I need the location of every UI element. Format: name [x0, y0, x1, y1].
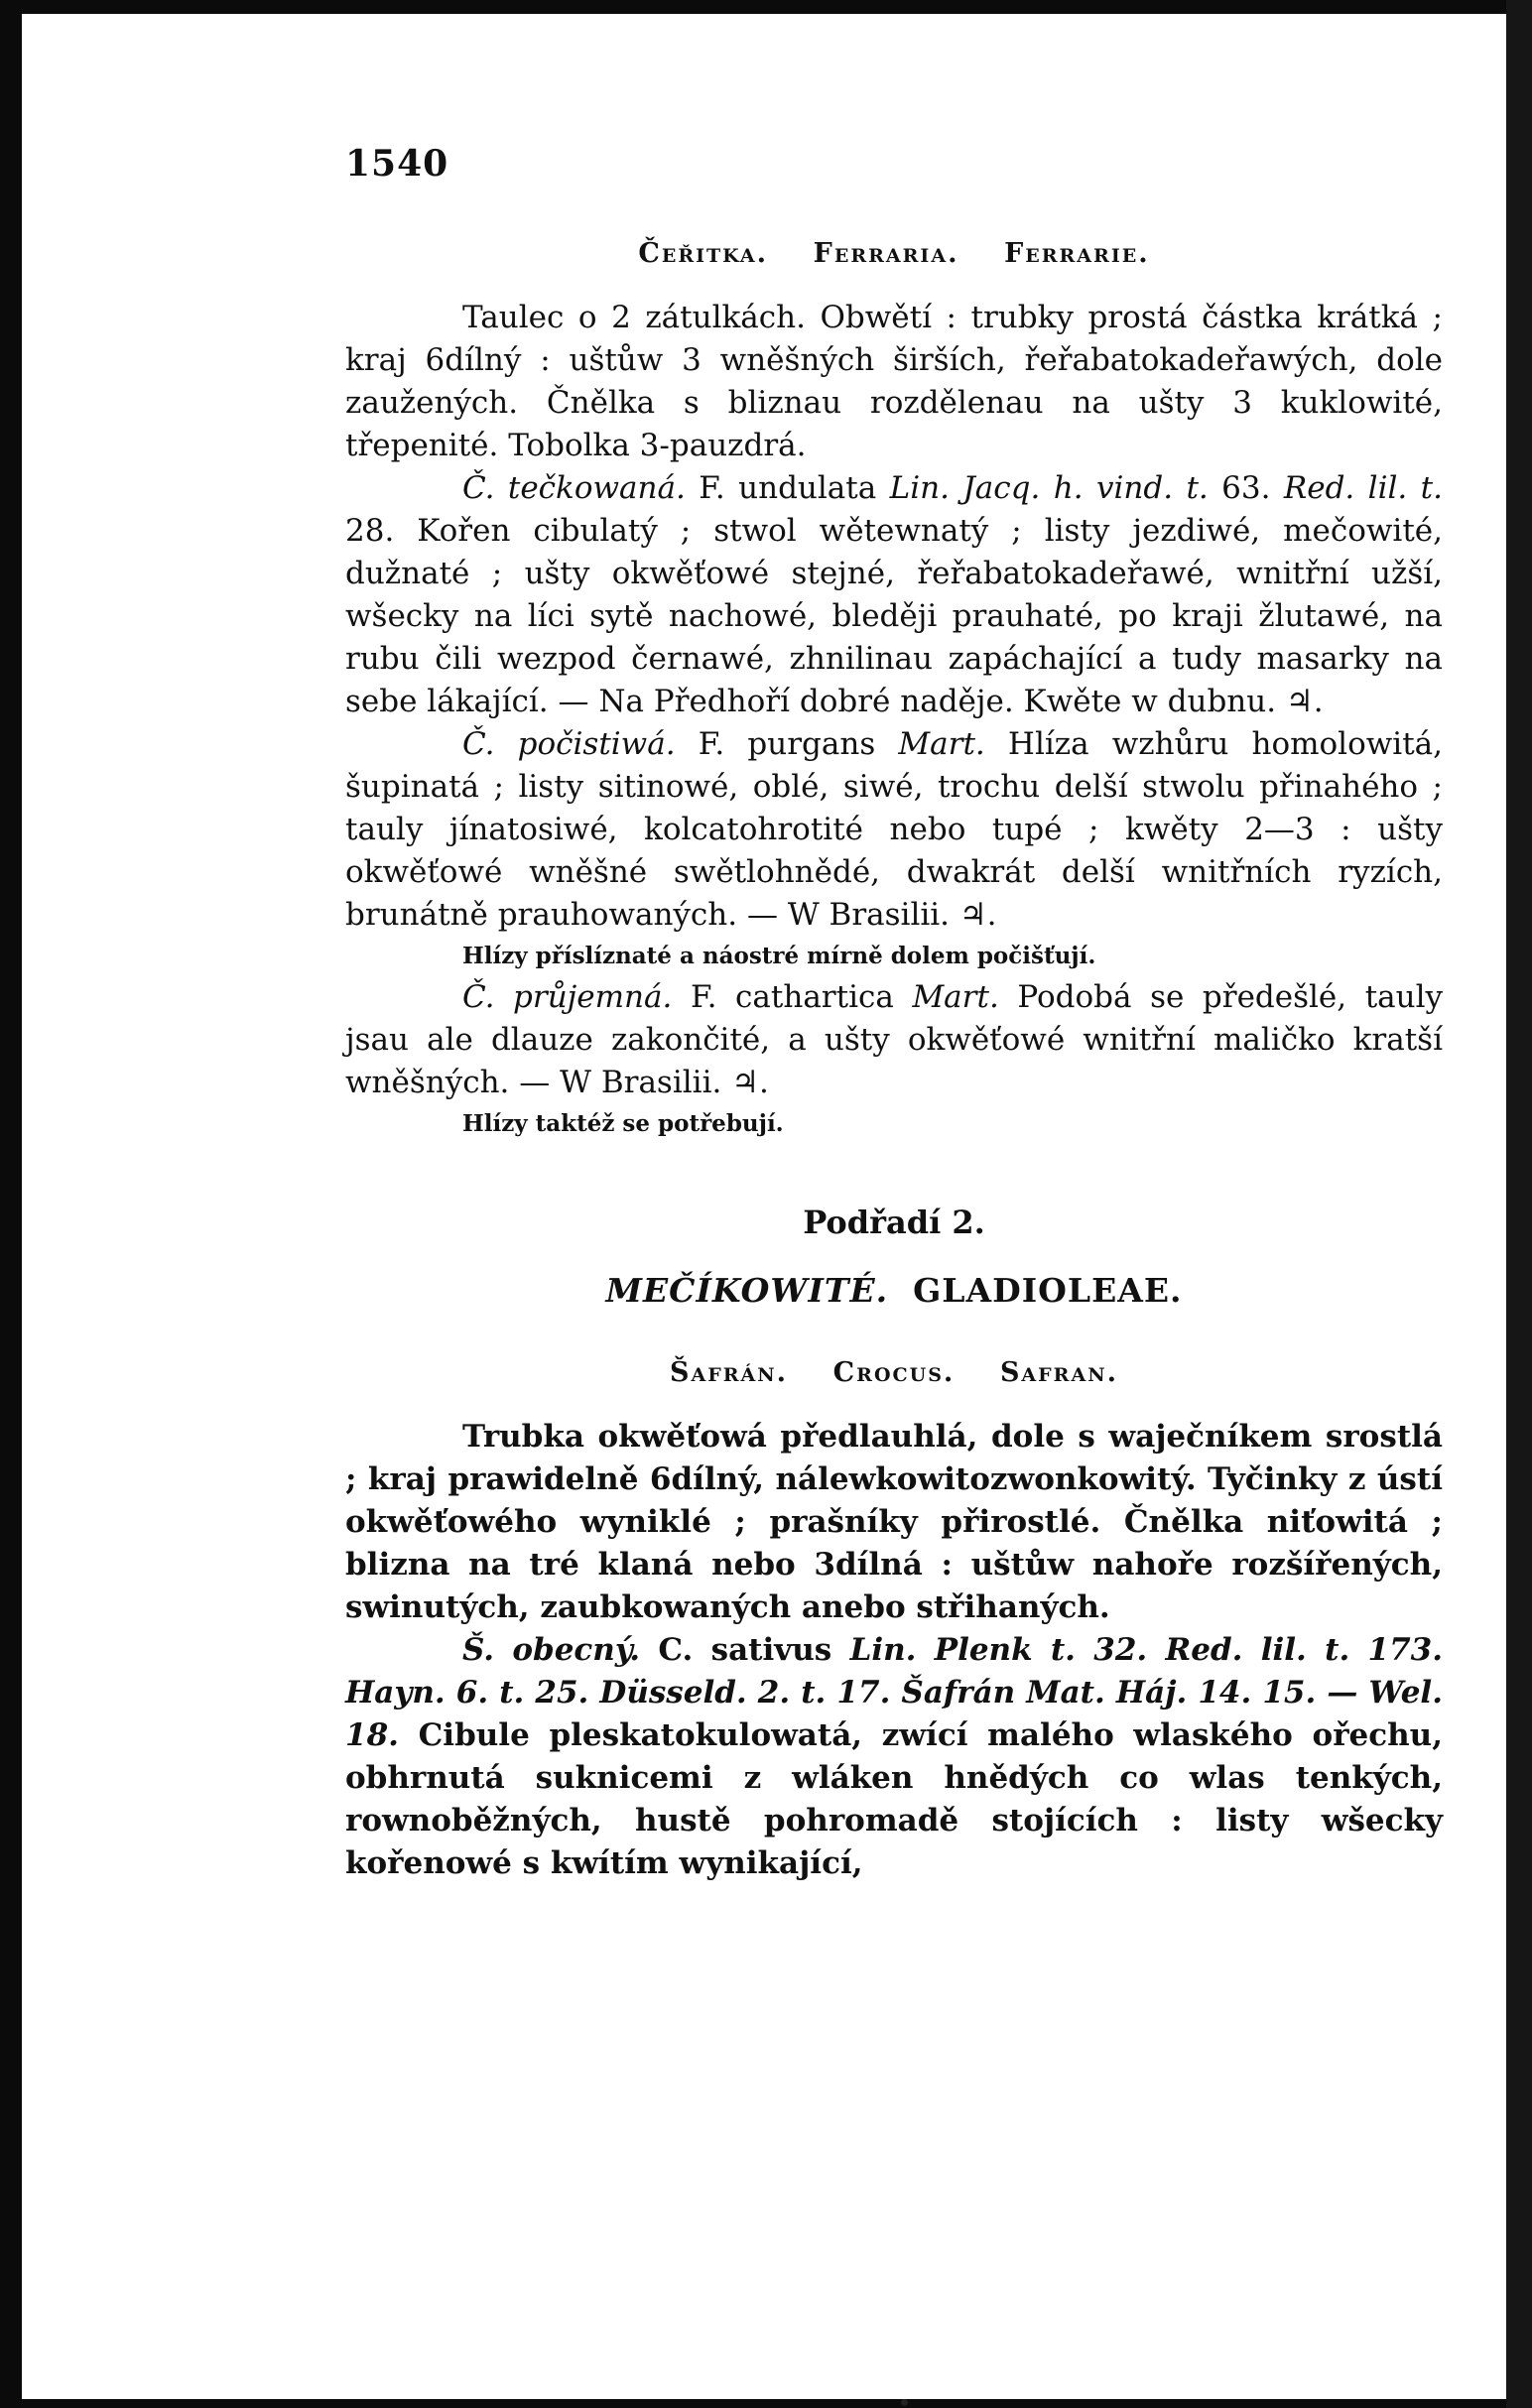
species-name-cz: Č. počistiwá.	[462, 726, 676, 762]
genus-description: Taulec o 2 zátulkách. Obwětí : trubky prostá částka krátká ; kraj 6dílný : uštůw 3 wněšných širších, řeřabatokadeřawých, dole zaužených. Čnělka s bliznau rozdělenau na ušty 3 kuklowité, třepenité. Tobolka 3-pauzdrá.	[345, 300, 1443, 463]
order-title	[345, 1271, 1443, 1310]
print-speck	[901, 2399, 908, 2406]
species-ref-2-number: 28.	[345, 513, 395, 549]
species-text: Podobá se předešlé, tauly jsau ale dlauze zakončité, a ušty okwěťowé wnitřní maličko kratší wněšných. — W Brasilii. ♃.	[345, 979, 1444, 1100]
species-name-lat: F. undulata	[699, 470, 877, 506]
species-note: Hlízy taktéž se potřebují.	[462, 1110, 784, 1137]
genus-name-de: Safran.	[999, 1357, 1118, 1388]
genus-name-lat: Ferraria.	[813, 238, 959, 269]
species-authority: Lin. Jacq. h. vind. t.	[889, 470, 1209, 506]
species-text: Cibule pleskatokulowatá, zwící malého wlaského ořechu, obhrnutá suknicemi z wláken hnědých co wlas tenkých, rownoběžných, hustě pohromadě stojících : listy wšecky kořenowé s kwítím wynikající,	[345, 1717, 1443, 1881]
species-authority: Mart.	[898, 726, 985, 762]
species-name-lat: C. sativus	[658, 1632, 832, 1668]
species-text: Kořen cibulatý ; stwol wětewnatý ; listy jezdiwé, mečowité, dužnaté ; ušty okwěťowé stejné, řeřabatokadeřawé, wnitřní užší, wšecky na líci sytě nachowé, bleději prauhaté, po kraji žlutawé, na rubu čili wezpod černawé, zhnilinau zapáchající a tudy masarky na sebe lákající. — Na Předhoří dobré naděje. Kwěte w dubnu. ♃.	[345, 513, 1444, 719]
order-label: Podřadí 2.	[803, 1204, 985, 1241]
page-number: 1540	[345, 143, 449, 185]
species-name-lat: F. purgans	[698, 726, 876, 762]
species-text: Hlíza wzhůru homolowitá, šupinatá ; listy sitinowé, oblé, siwé, trochu delší stwolu přinahého ; tauly jínatosiwé, kolcatohrotité nebo tupé ; kwěty 2—3 : ušty okwěťowé wněšné swětlohnědé, dwakrát delší wnitřních ryzích, brunátně prauhowaných. — W Brasilii. ♃.	[345, 726, 1443, 933]
genus-header-crocus	[345, 1357, 1443, 1388]
species-name-cz: Š. obecný.	[462, 1632, 641, 1668]
species-references: Lin. Plenk t. 32. Red. lil. t. 173. Hayn. 6. t. 25. Düsseld. 2. t. 17. Šafrán Mat. Háj. 14. 15. — Wel. 18.	[345, 1632, 1444, 1753]
species-name-lat: F. cathartica	[690, 979, 894, 1015]
order-title-lat: GLADIOLEAE.	[913, 1271, 1183, 1310]
species-note: Hlízy příslíznaté a náostré mírně dolem počišťují.	[462, 943, 1096, 969]
text-column	[345, 143, 1443, 1885]
genus-description: Trubka okwěťowá předlauhlá, dole s waječníkem srostlá ; kraj prawidelně 6dílný, nálewkowitozwonkowitý. Tyčinky z ústí okwěťowého wyniklé ; prašníky přirostlé. Čnělka niťowitá ; blizna na tré klaná nebo 3dílná : uštůw nahoře rozšířených, swinutých, zaubkowaných anebo střihaných.	[345, 1419, 1443, 1625]
species-name-cz: Č. průjemná.	[462, 979, 673, 1015]
species-entry	[345, 723, 1443, 937]
genus-name-de: Ferrarie.	[1004, 238, 1150, 269]
genus-name-cz: Čeřitka.	[638, 238, 769, 269]
genus-header-ferraria	[345, 238, 1443, 269]
order-title-cz: MEČÍKOWITÉ.	[605, 1271, 889, 1310]
species-entry	[345, 976, 1443, 1104]
scan-edge	[1506, 0, 1532, 2408]
species-name-cz: Č. tečkowaná.	[462, 470, 686, 506]
genus-name-lat: Crocus.	[832, 1357, 956, 1388]
species-entry	[345, 467, 1443, 723]
species-entry	[345, 1629, 1443, 1885]
book-page	[22, 14, 1506, 2399]
species-authority: Mart.	[912, 979, 999, 1015]
species-ref-2: Red. lil. t.	[1283, 470, 1443, 506]
species-ref-number: 63.	[1221, 470, 1271, 506]
genus-name-cz: Šafrán.	[670, 1357, 789, 1388]
